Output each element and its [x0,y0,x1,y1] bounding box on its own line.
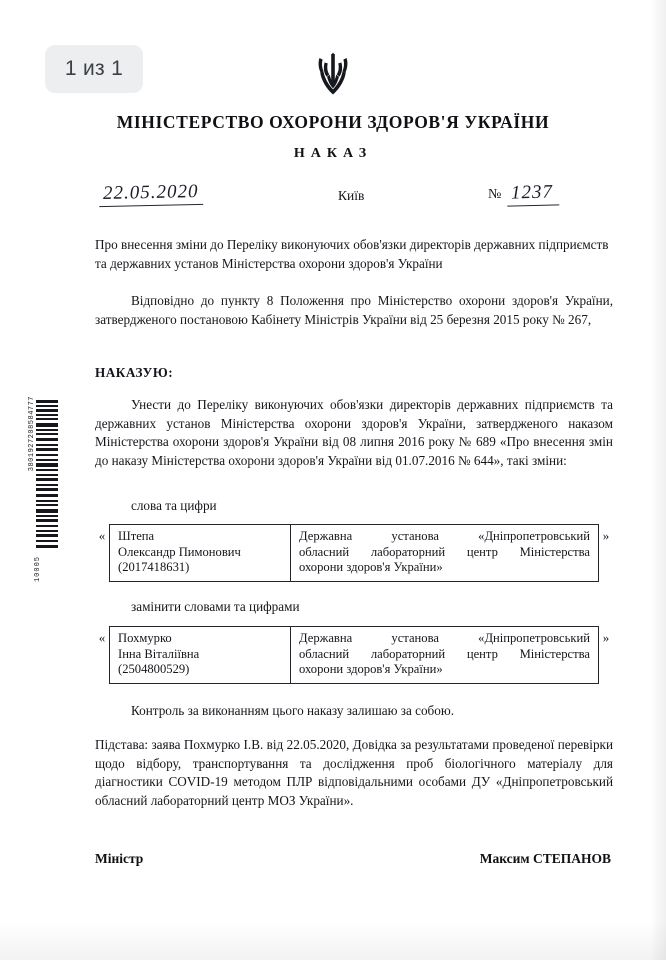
scan-shade-bottom [0,920,666,960]
quote-table-old [109,524,599,582]
barcode-text: 3801927208584777 [28,396,36,472]
quote-new-org-line-3: охорони здоров'я України» [299,662,443,676]
signer-title: Міністр [95,851,144,866]
document-number-label: № [488,187,502,202]
replace-label: замінити словами та цифрами [131,599,300,614]
signature-row [95,851,611,867]
quote-new-name-line-3: (2504800529) [118,662,190,676]
quote-new-name-cell [110,627,291,683]
quote-old-org-line-1: Державна установа «Дніпропетровський [299,529,590,543]
quote-old-org-line-3: охорони здоров'я України» [299,560,443,574]
document-kind: НАКАЗ [293,146,373,161]
document-basis: Відповідно до пункту 8 Положення про Міністерство охорони здоров'я України, затвердженого постановою Кабінету Міністрів України від 25 березня 2015 року № 267, [95,293,613,327]
quote-old-name-line-3: (2017418631) [118,560,190,574]
quote-new-name-line-2: Інна Віталіївна [118,646,200,661]
signer-name: Максим СТЕПАНОВ [479,851,611,866]
order-keyword: НАКАЗУЮ: [95,365,174,380]
open-quote-old: « [98,528,106,543]
quote-block-new [95,626,613,684]
document-main-paragraph: Унести до Переліку виконуючих обов'язки директорів державних підприємств та державних установ Міністерства охорони здоров'я України, затвердженого наказом Міністерства охорони здоров'я України від 08 липня 2016 року № 689 «Про внесення змін до наказу Міністерства охорони здоров'я України від 01.07.2016 № 644», такі зміни: [95,397,613,468]
barcode-text-secondary: 10005 [34,556,42,583]
document-city: Київ [338,188,365,203]
document-number: 1237 [507,181,560,206]
barcode [36,400,58,550]
document-meta-row [95,182,606,212]
page-indicator: 1 из 1 [45,45,143,93]
words-and-figures-label: слова та цифри [131,498,217,513]
scan-shade-right [650,0,666,960]
quote-old-name-line-1: Штепа [118,529,155,543]
close-quote-new: » [602,630,610,645]
quote-old-org-cell [291,525,598,581]
close-quote-old: » [602,528,610,543]
open-quote-new: « [98,630,106,645]
quote-new-org-line-2: обласний лабораторний центр Міністерства [299,646,590,661]
ground-paragraph: Підстава: заява Похмурко І.В. від 22.05.2020, Довідка за результатами проведеної перевірки щодо відбору, транспортування та дослідження проб біологічного матеріалу для діагностики COVID-19 методом ПЛР відповідальними особами ДУ «Дніпропетровський обласний лабораторний центр МОЗ України». [95,737,613,808]
quote-new-org-cell [291,627,598,683]
quote-new-org-line-1: Державна установа «Дніпропетровський [299,631,590,645]
document-subject: Про внесення зміни до Переліку виконуючих обов'язки директорів державних підприємств та державних установ Міністерства охорони здоров'я України [95,237,609,271]
quote-block-old [95,524,613,582]
ukraine-trident-emblem-icon [313,52,353,104]
ministry-title: МІНІСТЕРСТВО ОХОРОНИ ЗДОРОВ'Я УКРАЇНИ [116,112,550,132]
quote-new-name-line-1: Похмурко [118,631,172,645]
document-date: 22.05.2020 [99,181,203,207]
control-paragraph: Контроль за виконанням цього наказу залишаю за собою. [131,703,454,718]
quote-table-new [109,626,599,684]
quote-old-name-cell [110,525,291,581]
quote-old-name-line-2: Олександр Пимонович [118,544,241,559]
quote-old-org-line-2: обласний лабораторний центр Міністерства [299,544,590,559]
